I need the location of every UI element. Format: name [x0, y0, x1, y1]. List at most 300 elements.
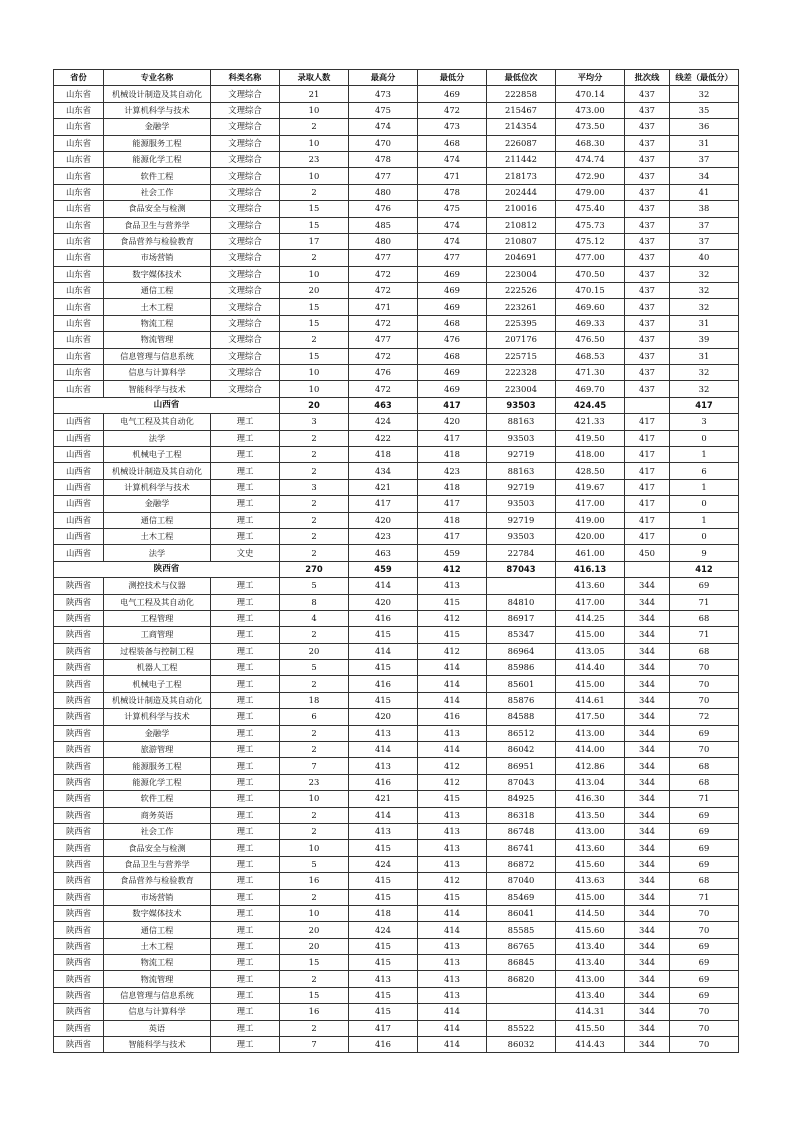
- cell-line-diff: 32: [670, 283, 739, 299]
- cell-avg-score: 419.67: [556, 479, 625, 495]
- cell-category: 理工: [211, 463, 280, 479]
- cell-major: 过程装备与控制工程: [104, 643, 211, 659]
- cell-avg-score: 413.60: [556, 578, 625, 594]
- cell-line-diff: 69: [670, 856, 739, 872]
- cell-province: 陕西省: [54, 922, 104, 938]
- summary-enrolled: 20: [280, 397, 349, 413]
- cell-min-score: 413: [418, 938, 487, 954]
- cell-major: 法学: [104, 430, 211, 446]
- cell-avg-score: 469.70: [556, 381, 625, 397]
- cell-min-rank: 85986: [487, 660, 556, 676]
- cell-province: 山西省: [54, 496, 104, 512]
- cell-min-score: 469: [418, 365, 487, 381]
- cell-category: 文理综合: [211, 332, 280, 348]
- cell-avg-score: 413.63: [556, 873, 625, 889]
- cell-min-score: 472: [418, 102, 487, 118]
- table-row: [54, 184, 739, 200]
- cell-province: 山东省: [54, 315, 104, 331]
- cell-line-diff: 68: [670, 610, 739, 626]
- cell-batch-line: 344: [625, 578, 670, 594]
- cell-category: 理工: [211, 987, 280, 1003]
- cell-major: 物流工程: [104, 315, 211, 331]
- cell-province: 山东省: [54, 86, 104, 102]
- cell-line-diff: 35: [670, 102, 739, 118]
- cell-enrolled: 2: [280, 823, 349, 839]
- cell-line-diff: 31: [670, 135, 739, 151]
- cell-batch-line: 437: [625, 119, 670, 135]
- table-row: [54, 938, 739, 954]
- cell-max-score: 474: [349, 119, 418, 135]
- cell-category: 理工: [211, 905, 280, 921]
- cell-max-score: 414: [349, 578, 418, 594]
- cell-batch-line: 437: [625, 135, 670, 151]
- cell-enrolled: 10: [280, 381, 349, 397]
- cell-province: 山东省: [54, 348, 104, 364]
- table-row: [54, 332, 739, 348]
- cell-major: 机械设计制造及其自动化: [104, 86, 211, 102]
- cell-major: 能源服务工程: [104, 758, 211, 774]
- cell-max-score: 420: [349, 512, 418, 528]
- cell-category: 理工: [211, 627, 280, 643]
- table-row: [54, 1004, 739, 1020]
- cell-max-score: 415: [349, 889, 418, 905]
- cell-line-diff: 70: [670, 922, 739, 938]
- cell-max-score: 471: [349, 299, 418, 315]
- cell-max-score: 472: [349, 315, 418, 331]
- cell-enrolled: 10: [280, 168, 349, 184]
- cell-avg-score: 428.50: [556, 463, 625, 479]
- cell-line-diff: 32: [670, 365, 739, 381]
- cell-avg-score: 470.50: [556, 266, 625, 282]
- cell-min-score: 414: [418, 1037, 487, 1053]
- cell-category: 理工: [211, 823, 280, 839]
- cell-avg-score: 474.74: [556, 151, 625, 167]
- cell-province: 陕西省: [54, 692, 104, 708]
- cell-major: 土木工程: [104, 528, 211, 544]
- summary-province: 山西省: [54, 397, 280, 413]
- cell-province: 陕西省: [54, 987, 104, 1003]
- cell-max-score: 414: [349, 643, 418, 659]
- cell-min-rank: 87040: [487, 873, 556, 889]
- cell-category: 理工: [211, 692, 280, 708]
- table-row: [54, 299, 739, 315]
- cell-enrolled: 20: [280, 938, 349, 954]
- cell-category: 文理综合: [211, 348, 280, 364]
- cell-province: 山西省: [54, 528, 104, 544]
- cell-province: 山西省: [54, 430, 104, 446]
- cell-category: 理工: [211, 1004, 280, 1020]
- cell-avg-score: 413.50: [556, 807, 625, 823]
- cell-max-score: 416: [349, 676, 418, 692]
- cell-line-diff: 70: [670, 1020, 739, 1036]
- cell-batch-line: 437: [625, 332, 670, 348]
- cell-max-score: 472: [349, 266, 418, 282]
- cell-min-rank: 223261: [487, 299, 556, 315]
- cell-max-score: 480: [349, 184, 418, 200]
- cell-avg-score: 417.00: [556, 594, 625, 610]
- cell-avg-score: 417.00: [556, 496, 625, 512]
- cell-major: 食品卫生与营养学: [104, 217, 211, 233]
- cell-major: 测控技术与仪器: [104, 578, 211, 594]
- cell-enrolled: 10: [280, 840, 349, 856]
- cell-major: 食品安全与检测: [104, 201, 211, 217]
- cell-line-diff: 31: [670, 348, 739, 364]
- cell-avg-score: 415.50: [556, 1020, 625, 1036]
- cell-max-score: 485: [349, 217, 418, 233]
- cell-min-rank: 86845: [487, 955, 556, 971]
- cell-province: 山东省: [54, 135, 104, 151]
- cell-enrolled: 20: [280, 643, 349, 659]
- cell-enrolled: 5: [280, 578, 349, 594]
- header-min-score: 最低分: [418, 70, 487, 86]
- cell-category: 文理综合: [211, 201, 280, 217]
- cell-enrolled: 5: [280, 660, 349, 676]
- cell-min-score: 413: [418, 955, 487, 971]
- cell-batch-line: 344: [625, 1037, 670, 1053]
- cell-avg-score: 461.00: [556, 545, 625, 561]
- cell-max-score: 415: [349, 660, 418, 676]
- cell-max-score: 477: [349, 168, 418, 184]
- cell-min-rank: 84588: [487, 709, 556, 725]
- cell-min-rank: 218173: [487, 168, 556, 184]
- cell-line-diff: 0: [670, 430, 739, 446]
- cell-batch-line: 437: [625, 102, 670, 118]
- cell-category: 文理综合: [211, 266, 280, 282]
- cell-province: 陕西省: [54, 1037, 104, 1053]
- cell-min-score: 415: [418, 627, 487, 643]
- cell-avg-score: 479.00: [556, 184, 625, 200]
- cell-avg-score: 416.30: [556, 791, 625, 807]
- cell-province: 山东省: [54, 217, 104, 233]
- cell-line-diff: 69: [670, 971, 739, 987]
- cell-min-score: 417: [418, 528, 487, 544]
- cell-category: 理工: [211, 873, 280, 889]
- table-row: [54, 381, 739, 397]
- cell-min-score: 417: [418, 496, 487, 512]
- table-row: [54, 1037, 739, 1053]
- cell-category: 文理综合: [211, 184, 280, 200]
- cell-batch-line: 344: [625, 807, 670, 823]
- cell-avg-score: 470.14: [556, 86, 625, 102]
- cell-min-rank: 222328: [487, 365, 556, 381]
- table-row: [54, 676, 739, 692]
- cell-min-rank: 210812: [487, 217, 556, 233]
- cell-max-score: 472: [349, 283, 418, 299]
- cell-avg-score: 413.04: [556, 774, 625, 790]
- table-row: [54, 578, 739, 594]
- table-row: [54, 430, 739, 446]
- cell-min-rank: 86820: [487, 971, 556, 987]
- cell-batch-line: 344: [625, 971, 670, 987]
- cell-min-rank: 92719: [487, 446, 556, 462]
- cell-enrolled: 7: [280, 1037, 349, 1053]
- cell-province: 陕西省: [54, 627, 104, 643]
- table-row: [54, 905, 739, 921]
- cell-min-score: 478: [418, 184, 487, 200]
- cell-line-diff: 68: [670, 774, 739, 790]
- cell-enrolled: 10: [280, 266, 349, 282]
- cell-batch-line: 344: [625, 709, 670, 725]
- cell-min-score: 414: [418, 660, 487, 676]
- header-batch-line: 批次线: [625, 70, 670, 86]
- cell-batch-line: 344: [625, 758, 670, 774]
- cell-min-rank: 86318: [487, 807, 556, 823]
- cell-avg-score: 413.60: [556, 840, 625, 856]
- cell-category: 文史: [211, 545, 280, 561]
- cell-min-score: 468: [418, 315, 487, 331]
- cell-min-rank: 210807: [487, 233, 556, 249]
- cell-min-score: 413: [418, 840, 487, 856]
- cell-batch-line: 437: [625, 151, 670, 167]
- cell-province: 陕西省: [54, 807, 104, 823]
- cell-min-score: 414: [418, 905, 487, 921]
- cell-enrolled: 2: [280, 528, 349, 544]
- cell-max-score: 414: [349, 807, 418, 823]
- summary-min-rank: 87043: [487, 561, 556, 577]
- cell-major: 食品营养与检验教育: [104, 873, 211, 889]
- cell-line-diff: 69: [670, 823, 739, 839]
- cell-batch-line: 437: [625, 315, 670, 331]
- cell-min-score: 416: [418, 709, 487, 725]
- cell-min-rank: 215467: [487, 102, 556, 118]
- cell-major: 食品安全与检测: [104, 840, 211, 856]
- cell-line-diff: 68: [670, 643, 739, 659]
- cell-min-rank: 211442: [487, 151, 556, 167]
- table-row: [54, 217, 739, 233]
- cell-enrolled: 15: [280, 987, 349, 1003]
- cell-major: 机械设计制造及其自动化: [104, 463, 211, 479]
- cell-major: 食品卫生与营养学: [104, 856, 211, 872]
- cell-batch-line: 344: [625, 889, 670, 905]
- cell-avg-score: 413.40: [556, 955, 625, 971]
- cell-major: 商务英语: [104, 807, 211, 823]
- table-row: [54, 594, 739, 610]
- cell-province: 山西省: [54, 479, 104, 495]
- cell-avg-score: 415.00: [556, 889, 625, 905]
- cell-min-score: 412: [418, 643, 487, 659]
- cell-min-score: 471: [418, 168, 487, 184]
- cell-avg-score: 420.00: [556, 528, 625, 544]
- cell-min-score: 418: [418, 512, 487, 528]
- cell-avg-score: 470.15: [556, 283, 625, 299]
- cell-avg-score: 475.12: [556, 233, 625, 249]
- cell-category: 理工: [211, 807, 280, 823]
- summary-line-diff: 412: [670, 561, 739, 577]
- cell-major: 计算机科学与技术: [104, 102, 211, 118]
- cell-batch-line: 437: [625, 299, 670, 315]
- cell-batch-line: 344: [625, 823, 670, 839]
- cell-major: 计算机科学与技术: [104, 709, 211, 725]
- cell-category: 理工: [211, 594, 280, 610]
- cell-avg-score: 414.00: [556, 742, 625, 758]
- cell-enrolled: 2: [280, 463, 349, 479]
- cell-min-rank: 85601: [487, 676, 556, 692]
- table-row: [54, 348, 739, 364]
- cell-major: 金融学: [104, 119, 211, 135]
- cell-category: 理工: [211, 479, 280, 495]
- summary-batch-line: [625, 561, 670, 577]
- cell-line-diff: 70: [670, 742, 739, 758]
- cell-min-score: 474: [418, 151, 487, 167]
- cell-line-diff: 0: [670, 528, 739, 544]
- cell-major: 通信工程: [104, 512, 211, 528]
- cell-batch-line: 344: [625, 594, 670, 610]
- table-row: [54, 512, 739, 528]
- cell-min-score: 415: [418, 889, 487, 905]
- cell-min-rank: 207176: [487, 332, 556, 348]
- cell-max-score: 420: [349, 709, 418, 725]
- cell-min-rank: 85522: [487, 1020, 556, 1036]
- cell-category: 理工: [211, 856, 280, 872]
- cell-province: 山东省: [54, 102, 104, 118]
- cell-line-diff: 32: [670, 299, 739, 315]
- cell-category: 理工: [211, 742, 280, 758]
- cell-category: 文理综合: [211, 151, 280, 167]
- cell-category: 理工: [211, 1037, 280, 1053]
- cell-min-score: 459: [418, 545, 487, 561]
- cell-min-rank: 93503: [487, 430, 556, 446]
- cell-line-diff: 9: [670, 545, 739, 561]
- cell-min-score: 413: [418, 987, 487, 1003]
- cell-category: 文理综合: [211, 135, 280, 151]
- cell-batch-line: 344: [625, 1004, 670, 1020]
- cell-major: 数字媒体技术: [104, 905, 211, 921]
- cell-batch-line: 417: [625, 528, 670, 544]
- table-row: [54, 102, 739, 118]
- cell-major: 物流管理: [104, 971, 211, 987]
- cell-province: 山东省: [54, 184, 104, 200]
- table-row: [54, 823, 739, 839]
- cell-min-rank: [487, 578, 556, 594]
- table-row: [54, 1020, 739, 1036]
- cell-line-diff: 71: [670, 889, 739, 905]
- cell-province: 山西省: [54, 545, 104, 561]
- cell-min-rank: 86917: [487, 610, 556, 626]
- cell-min-score: 469: [418, 266, 487, 282]
- cell-min-score: 469: [418, 283, 487, 299]
- cell-line-diff: 70: [670, 905, 739, 921]
- cell-avg-score: 473.50: [556, 119, 625, 135]
- cell-avg-score: 471.30: [556, 365, 625, 381]
- cell-min-rank: 85876: [487, 692, 556, 708]
- cell-line-diff: 70: [670, 676, 739, 692]
- summary-enrolled: 270: [280, 561, 349, 577]
- table-row: [54, 119, 739, 135]
- cell-min-rank: 222526: [487, 283, 556, 299]
- cell-min-rank: 86765: [487, 938, 556, 954]
- cell-major: 计算机科学与技术: [104, 479, 211, 495]
- cell-province: 山东省: [54, 250, 104, 266]
- cell-category: 理工: [211, 512, 280, 528]
- cell-line-diff: 37: [670, 151, 739, 167]
- cell-category: 理工: [211, 889, 280, 905]
- cell-max-score: 480: [349, 233, 418, 249]
- cell-min-score: 474: [418, 217, 487, 233]
- cell-enrolled: 2: [280, 742, 349, 758]
- cell-line-diff: 68: [670, 758, 739, 774]
- cell-category: 理工: [211, 840, 280, 856]
- cell-max-score: 413: [349, 725, 418, 741]
- cell-batch-line: 450: [625, 545, 670, 561]
- table-row: [54, 643, 739, 659]
- summary-province: 陕西省: [54, 561, 280, 577]
- cell-category: 理工: [211, 496, 280, 512]
- cell-batch-line: 417: [625, 463, 670, 479]
- table-header-row: [54, 70, 739, 86]
- cell-max-score: 415: [349, 840, 418, 856]
- cell-enrolled: 15: [280, 315, 349, 331]
- cell-line-diff: 40: [670, 250, 739, 266]
- cell-province: 陕西省: [54, 1004, 104, 1020]
- table-row: [54, 168, 739, 184]
- cell-batch-line: 417: [625, 446, 670, 462]
- table-row: [54, 758, 739, 774]
- cell-max-score: 417: [349, 496, 418, 512]
- cell-batch-line: 437: [625, 348, 670, 364]
- cell-category: 理工: [211, 922, 280, 938]
- cell-avg-score: 414.25: [556, 610, 625, 626]
- cell-enrolled: 2: [280, 250, 349, 266]
- cell-max-score: 424: [349, 922, 418, 938]
- cell-min-rank: 86042: [487, 742, 556, 758]
- cell-major: 机械电子工程: [104, 446, 211, 462]
- cell-max-score: 416: [349, 1037, 418, 1053]
- cell-max-score: 463: [349, 545, 418, 561]
- cell-min-score: 412: [418, 610, 487, 626]
- cell-batch-line: 344: [625, 955, 670, 971]
- cell-major: 电气工程及其自动化: [104, 414, 211, 430]
- header-line-diff: 线差（最低分）: [670, 70, 739, 86]
- cell-province: 山西省: [54, 512, 104, 528]
- cell-avg-score: 415.60: [556, 922, 625, 938]
- cell-max-score: 470: [349, 135, 418, 151]
- cell-avg-score: 468.30: [556, 135, 625, 151]
- cell-max-score: 473: [349, 86, 418, 102]
- cell-enrolled: 15: [280, 201, 349, 217]
- header-enrolled: 录取人数: [280, 70, 349, 86]
- cell-min-score: 414: [418, 742, 487, 758]
- cell-avg-score: 413.00: [556, 725, 625, 741]
- cell-enrolled: 4: [280, 610, 349, 626]
- cell-major: 旅游管理: [104, 742, 211, 758]
- cell-major: 英语: [104, 1020, 211, 1036]
- cell-max-score: 476: [349, 365, 418, 381]
- cell-enrolled: 20: [280, 922, 349, 938]
- cell-avg-score: 473.00: [556, 102, 625, 118]
- table-row: [54, 463, 739, 479]
- table-row: [54, 971, 739, 987]
- cell-province: 山东省: [54, 151, 104, 167]
- cell-min-score: 415: [418, 594, 487, 610]
- cell-min-score: 414: [418, 922, 487, 938]
- cell-max-score: 475: [349, 102, 418, 118]
- cell-line-diff: 69: [670, 840, 739, 856]
- cell-major: 物流工程: [104, 955, 211, 971]
- cell-major: 能源化学工程: [104, 774, 211, 790]
- cell-category: 理工: [211, 758, 280, 774]
- cell-major: 社会工作: [104, 184, 211, 200]
- cell-max-score: 415: [349, 987, 418, 1003]
- cell-category: 文理综合: [211, 168, 280, 184]
- cell-line-diff: 32: [670, 381, 739, 397]
- cell-line-diff: 70: [670, 1004, 739, 1020]
- cell-max-score: 434: [349, 463, 418, 479]
- cell-avg-score: 413.40: [556, 938, 625, 954]
- cell-min-rank: 86041: [487, 905, 556, 921]
- cell-batch-line: 417: [625, 512, 670, 528]
- cell-min-rank: 86748: [487, 823, 556, 839]
- cell-avg-score: 413.40: [556, 987, 625, 1003]
